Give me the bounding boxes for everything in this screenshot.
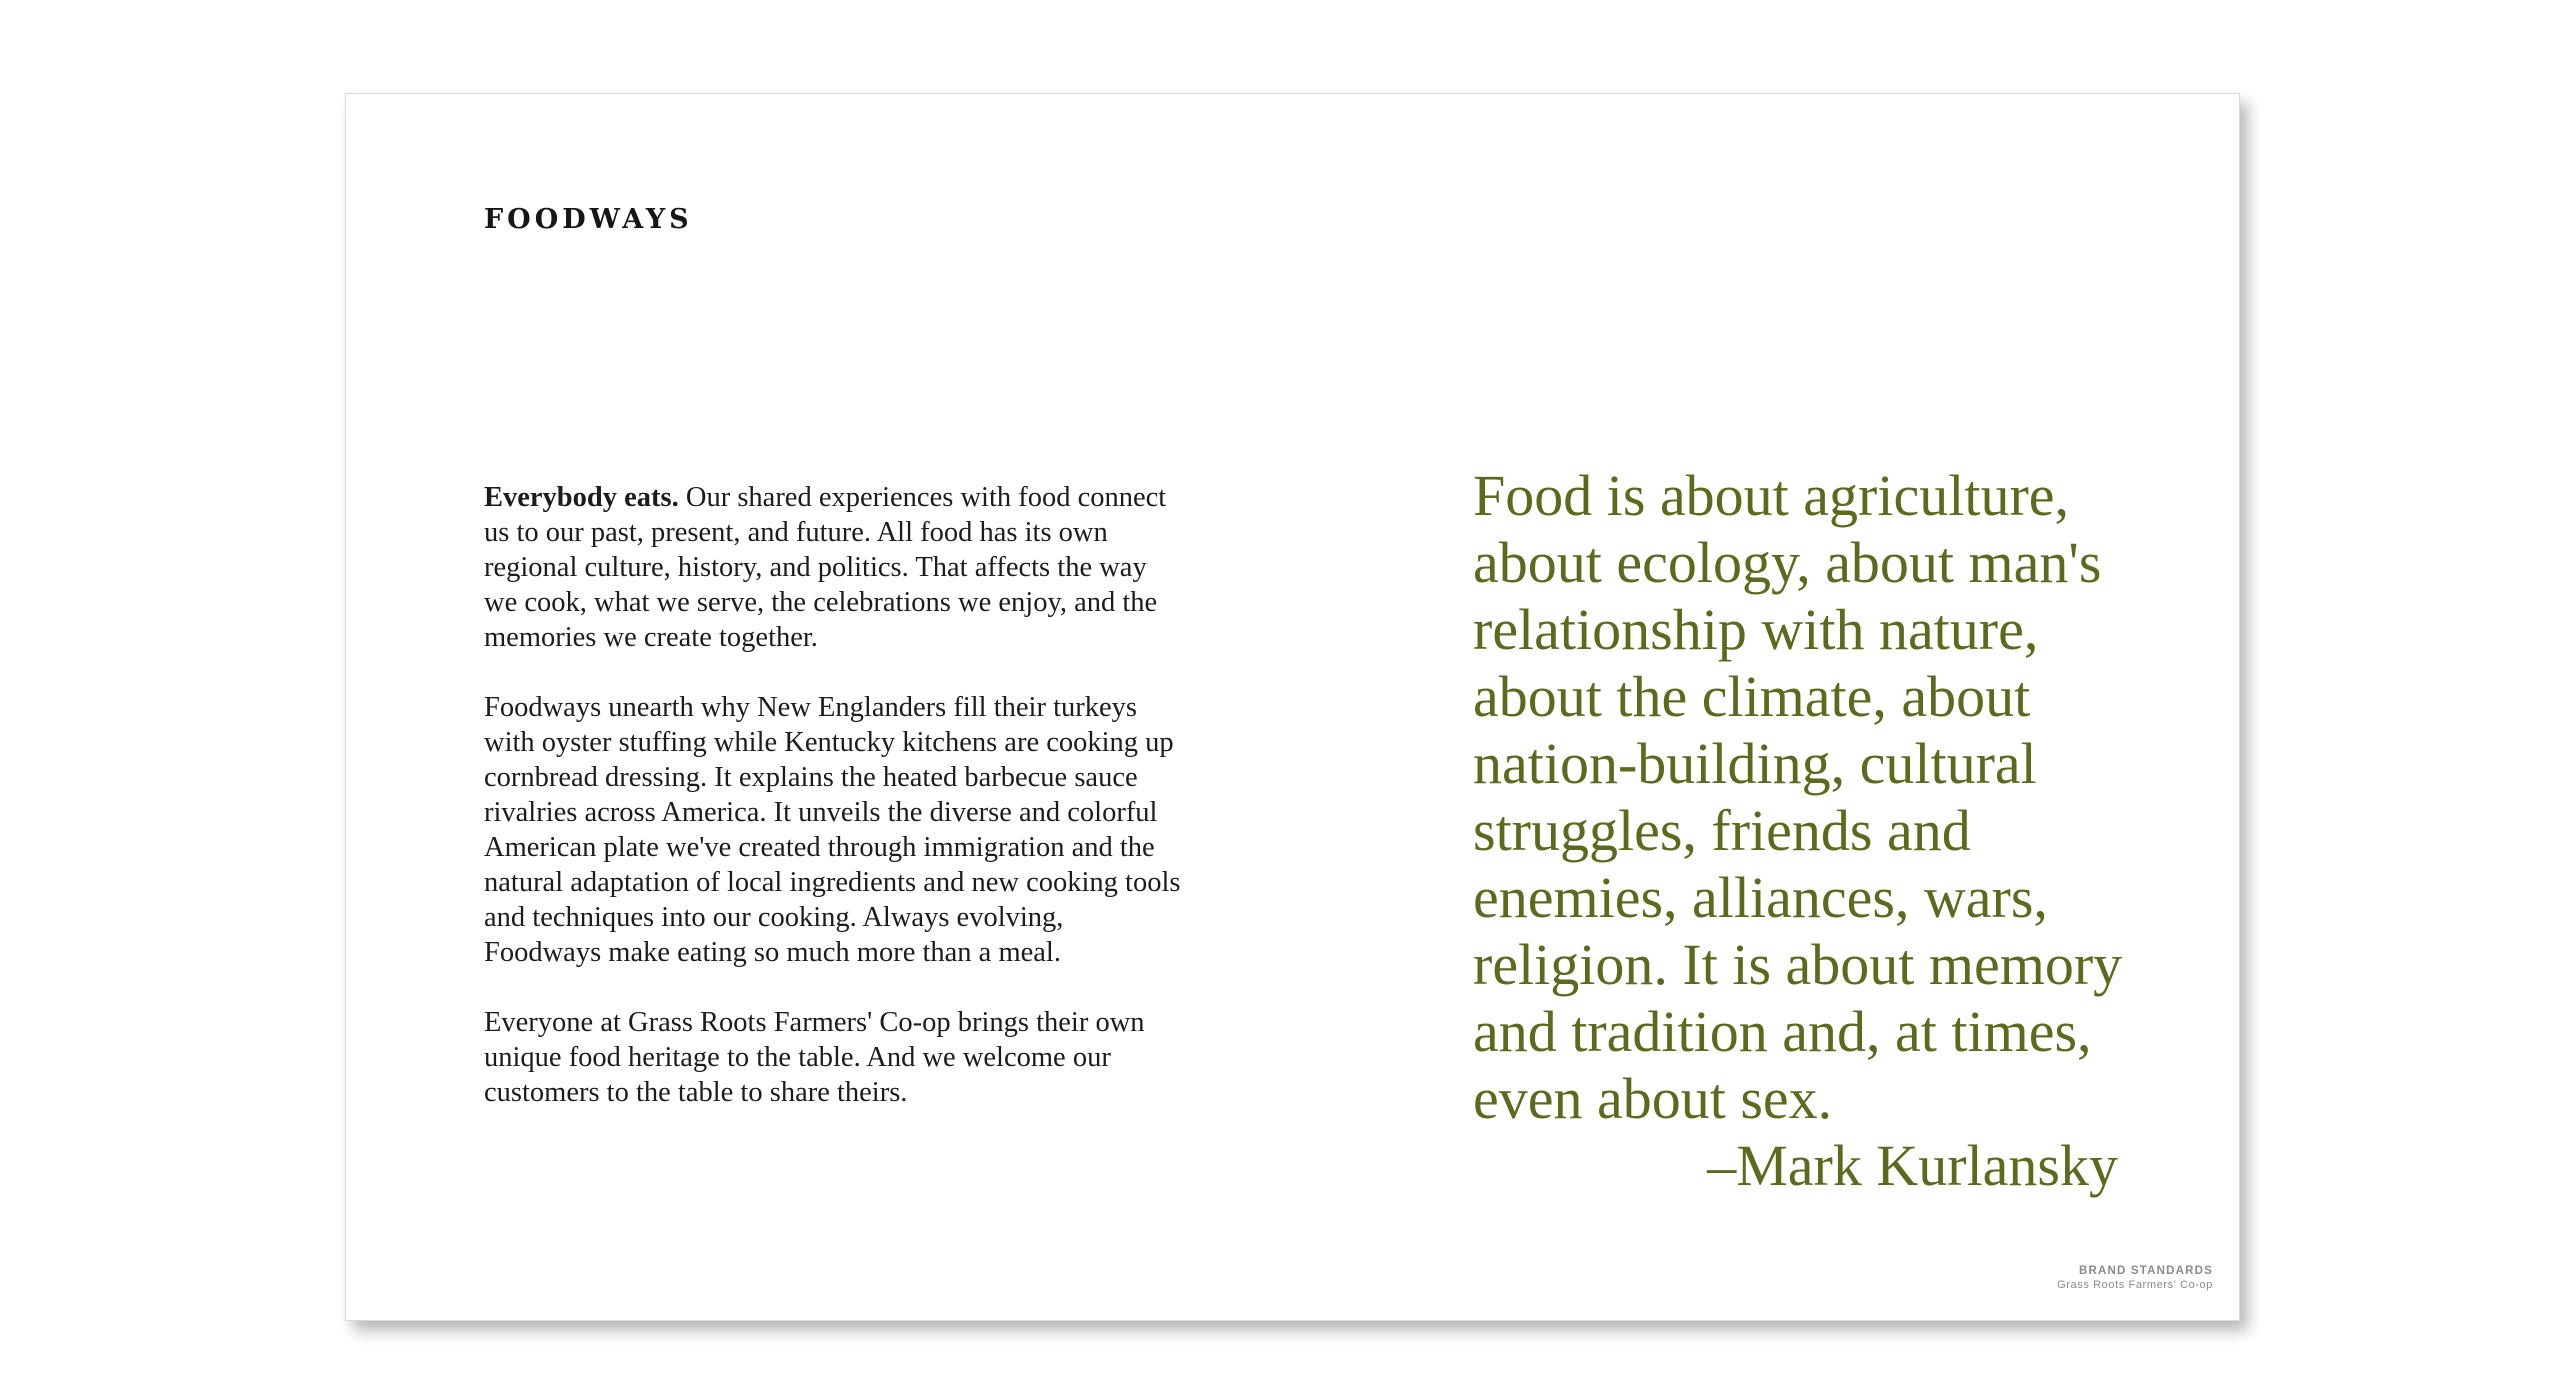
document-page xyxy=(345,93,2240,1321)
footer-label: BRAND STANDARDS xyxy=(2078,1265,2213,1277)
page-footer xyxy=(2057,1264,2213,1292)
pull-quote xyxy=(1473,462,2173,1199)
body-paragraph-2: Foodways unearth why New Englanders fill their turkeys with oyster stuffing while Kentucky kitchens are cooking up cornbread dressing. It explains the heated barbecue sauce rivalries across America. It unveils the diverse and colorful American plate we've created through immigration and the natural adaptation of local ingredients and new cooking tools and techniques into our cooking. Always evolving, Foodways make eating so much more than a meal. xyxy=(484,692,1181,968)
lead-phrase: Everybody eats. xyxy=(484,482,679,513)
quote-text: Food is about agriculture, about ecology, about man's relationship with nature, about the climate, about nation-building, cultural struggles, friends and enemies, alliances, wars, religion. It is about memory and tradition and, at times, even about sex. xyxy=(1473,463,2123,1131)
section-title: FOODWAYS xyxy=(484,204,693,235)
body-copy xyxy=(484,480,1184,1145)
quote-attribution: –Mark Kurlansky xyxy=(1707,1133,2118,1198)
footer-organization: Grass Roots Farmers' Co-op xyxy=(2057,1279,2213,1291)
body-paragraph-1 xyxy=(484,480,1184,655)
body-paragraph-3: Everyone at Grass Roots Farmers' Co-op brings their own unique food heritage to the table. And we welcome our customers to the table to share theirs. xyxy=(484,1007,1145,1108)
paragraph-1-text: Our shared experiences with food connect us to our past, present, and future. All food has its own regional culture, history, and politics. That affects the way we cook, what we serve, the celebrations we enjoy, and the memories we create together. xyxy=(484,482,1167,653)
